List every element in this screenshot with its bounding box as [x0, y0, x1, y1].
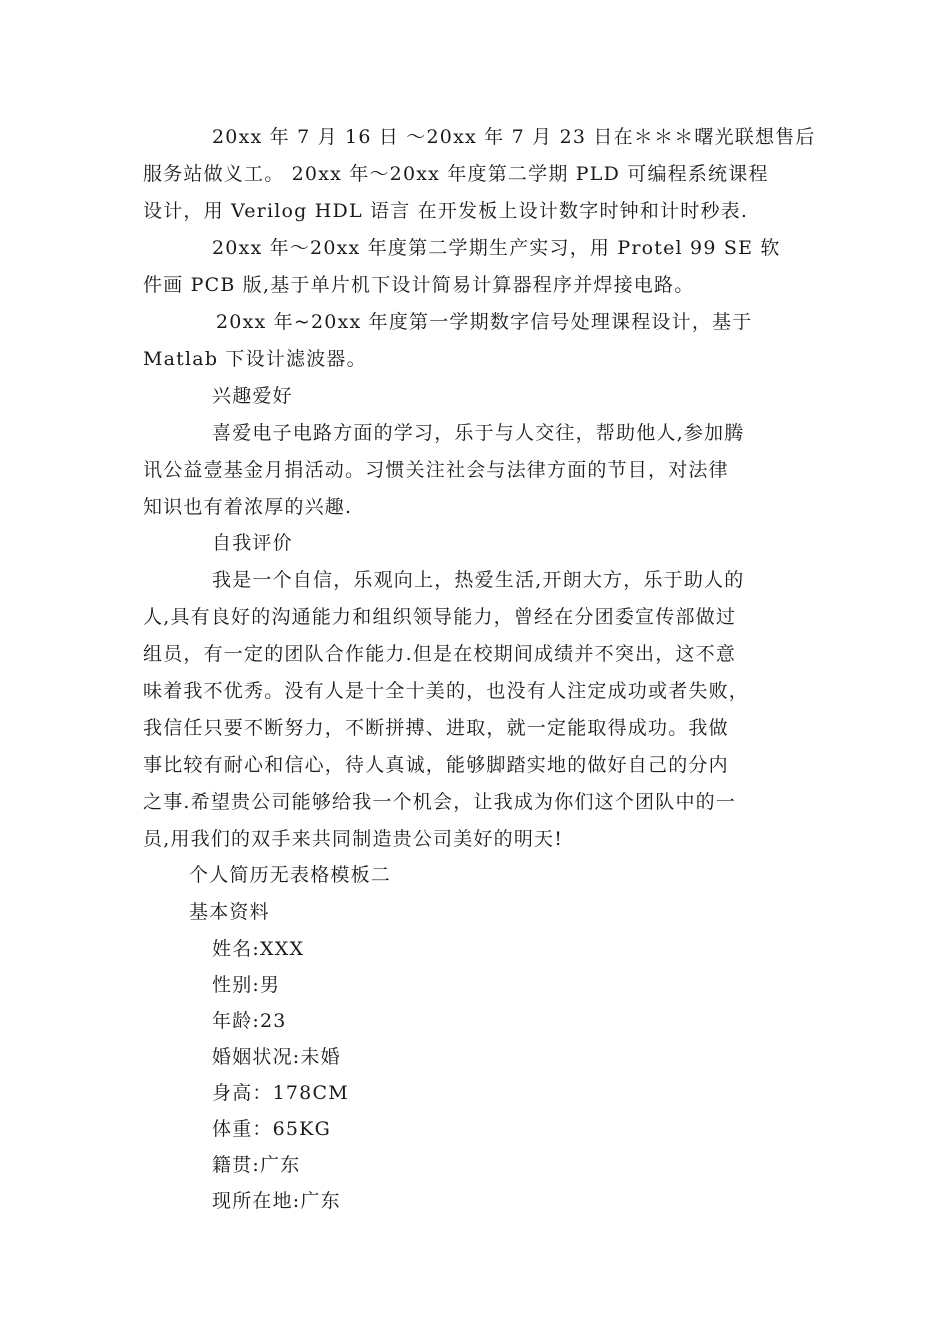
experience-line-6: 20xx 年~20xx 年度第一学期数字信号处理课程设计，基于 — [216, 311, 753, 333]
experience-line-3: 设计，用 Verilog HDL 语言 在开发板上设计数字时钟和计时秒表. — [143, 200, 749, 222]
self-evaluation-line-4: 味着我不优秀。没有人是十全十美的，也没有人注定成功或者失败， — [143, 680, 750, 702]
self-evaluation-line-5: 我信任只要不断努力，不断拼搏、进取，就一定能取得成功。我做 — [143, 717, 729, 739]
field-name: 姓名:XXX — [212, 938, 305, 960]
self-evaluation-line-7: 之事.希望贵公司能够给我一个机会，让我成为你们这个团队中的一 — [143, 791, 737, 813]
field-native-place: 籍贯:广东 — [212, 1154, 301, 1176]
experience-line-7: Matlab 下设计滤波器。 — [143, 348, 367, 370]
self-evaluation-line-3: 组员，有一定的团队合作能力.但是在校期间成绩并不突出，这不意 — [143, 643, 737, 665]
experience-line-5: 件画 PCB 版,基于单片机下设计简易计算器程序并焊接电路。 — [143, 274, 695, 296]
experience-line-4: 20xx 年～20xx 年度第二学期生产实习，用 Protel 99 SE 软 — [212, 237, 781, 259]
hobbies-line-2: 讯公益壹基金月捐活动。习惯关注社会与法律方面的节目，对法律 — [143, 459, 729, 481]
field-height: 身高：178CM — [212, 1082, 349, 1104]
hobbies-line-3: 知识也有着浓厚的兴趣. — [143, 496, 353, 518]
field-current-location: 现所在地:广东 — [212, 1190, 341, 1212]
field-age: 年龄:23 — [212, 1010, 287, 1032]
self-evaluation-line-8: 员,用我们的双手来共同制造贵公司美好的明天! — [143, 828, 564, 850]
experience-line-2: 服务站做义工。 20xx 年～20xx 年度第二学期 PLD 可编程系统课程 — [143, 163, 769, 185]
self-evaluation-line-1: 我是一个自信，乐观向上，热爱生活,开朗大方，乐于助人的 — [212, 569, 745, 591]
field-marital-status: 婚姻状况:未婚 — [212, 1046, 341, 1068]
self-evaluation-line-2: 人,具有良好的沟通能力和组织领导能力，曾经在分团委宣传部做过 — [143, 606, 737, 628]
section-heading-hobbies: 兴趣爱好 — [212, 385, 293, 407]
self-evaluation-line-6: 事比较有耐心和信心，待人真诚，能够脚踏实地的做好自己的分内 — [143, 754, 729, 776]
hobbies-line-1: 喜爱电子电路方面的学习，乐于与人交往，帮助他人,参加腾 — [212, 422, 745, 444]
section-heading-self-evaluation: 自我评价 — [212, 532, 293, 554]
field-gender: 性别:男 — [212, 974, 281, 996]
field-weight: 体重：65KG — [212, 1118, 331, 1140]
experience-line-1: 20xx 年 7 月 16 日 ～20xx 年 7 月 23 日在＊＊＊曙光联想售后 — [212, 126, 816, 148]
section-heading-basic-info: 基本资料 — [189, 901, 270, 923]
template-title: 个人简历无表格模板二 — [189, 864, 392, 886]
